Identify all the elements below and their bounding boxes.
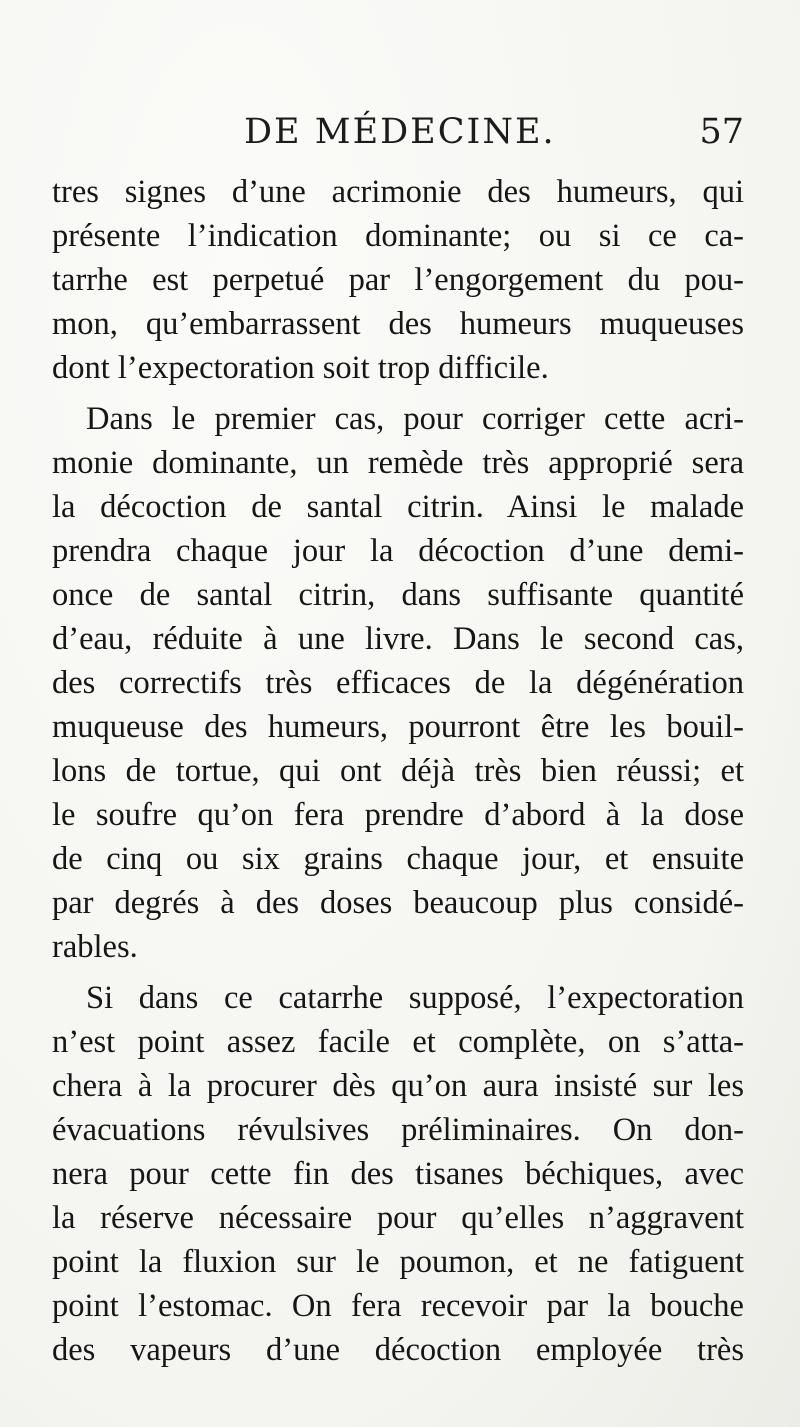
text-line: des vapeurs d’une décoction employée très xyxy=(52,1332,744,1368)
text-line: mon, qu’embarrassent des humeurs muqueuses xyxy=(52,306,744,342)
text-line: évacuations révulsives préliminaires. On don- xyxy=(52,1112,744,1148)
text-line: tarrhe est perpetué par l’engorgement du pou- xyxy=(52,262,744,298)
text-line: n’est point assez facile et complète, on s’atta- xyxy=(52,1024,744,1060)
text-line: point l’estomac. On fera recevoir par la bouche xyxy=(52,1288,744,1324)
text-line: muqueuse des humeurs, pourront être les bouil- xyxy=(52,709,744,745)
text-line: chera à la procurer dès qu’on aura insisté sur les xyxy=(52,1068,744,1104)
text-line: le soufre qu’on fera prendre d’abord à la dose xyxy=(52,797,744,833)
text-line: lons de tortue, qui ont déjà très bien réussi; et xyxy=(52,753,744,789)
text-line: Dans le premier cas, pour corriger cette acri- xyxy=(86,401,744,437)
text-line: point la fluxion sur le poumon, et ne fatiguent xyxy=(52,1244,744,1280)
paragraph-1 xyxy=(52,170,744,390)
paragraph-2 xyxy=(52,397,744,969)
paragraph-3 xyxy=(52,976,744,1372)
text-line: la réserve nécessaire pour qu’elles n’aggravent xyxy=(52,1200,744,1236)
text-line: prendra chaque jour la décoction d’une demi- xyxy=(52,533,744,569)
body-text xyxy=(52,170,744,1372)
text-line: rables. xyxy=(52,929,138,965)
text-line: Si dans ce catarrhe supposé, l’expectoration xyxy=(86,980,744,1016)
text-line: nera pour cette fin des tisanes béchiques, avec xyxy=(52,1156,744,1192)
page-header xyxy=(52,112,744,162)
running-title: DE MÉDECINE. xyxy=(244,112,556,152)
text-line: de cinq ou six grains chaque jour, et ensuite xyxy=(52,841,744,877)
text-line: monie dominante, un remède très approprié sera xyxy=(52,445,744,481)
text-line: par degrés à des doses beaucoup plus considé- xyxy=(52,885,744,921)
text-line: d’eau, réduite à une livre. Dans le second cas, xyxy=(52,621,744,657)
text-line: présente l’indication dominante; ou si ce ca- xyxy=(52,218,744,254)
text-line: la décoction de santal citrin. Ainsi le malade xyxy=(52,489,744,525)
text-line: dont l’expectoration soit trop difficile. xyxy=(52,350,549,386)
text-line: des correctifs très efficaces de la dégénération xyxy=(52,665,744,701)
text-line: tres signes d’une acrimonie des humeurs, qui xyxy=(52,174,744,210)
page-number: 57 xyxy=(699,112,744,152)
text-line: once de santal citrin, dans suffisante quantité xyxy=(52,577,744,613)
